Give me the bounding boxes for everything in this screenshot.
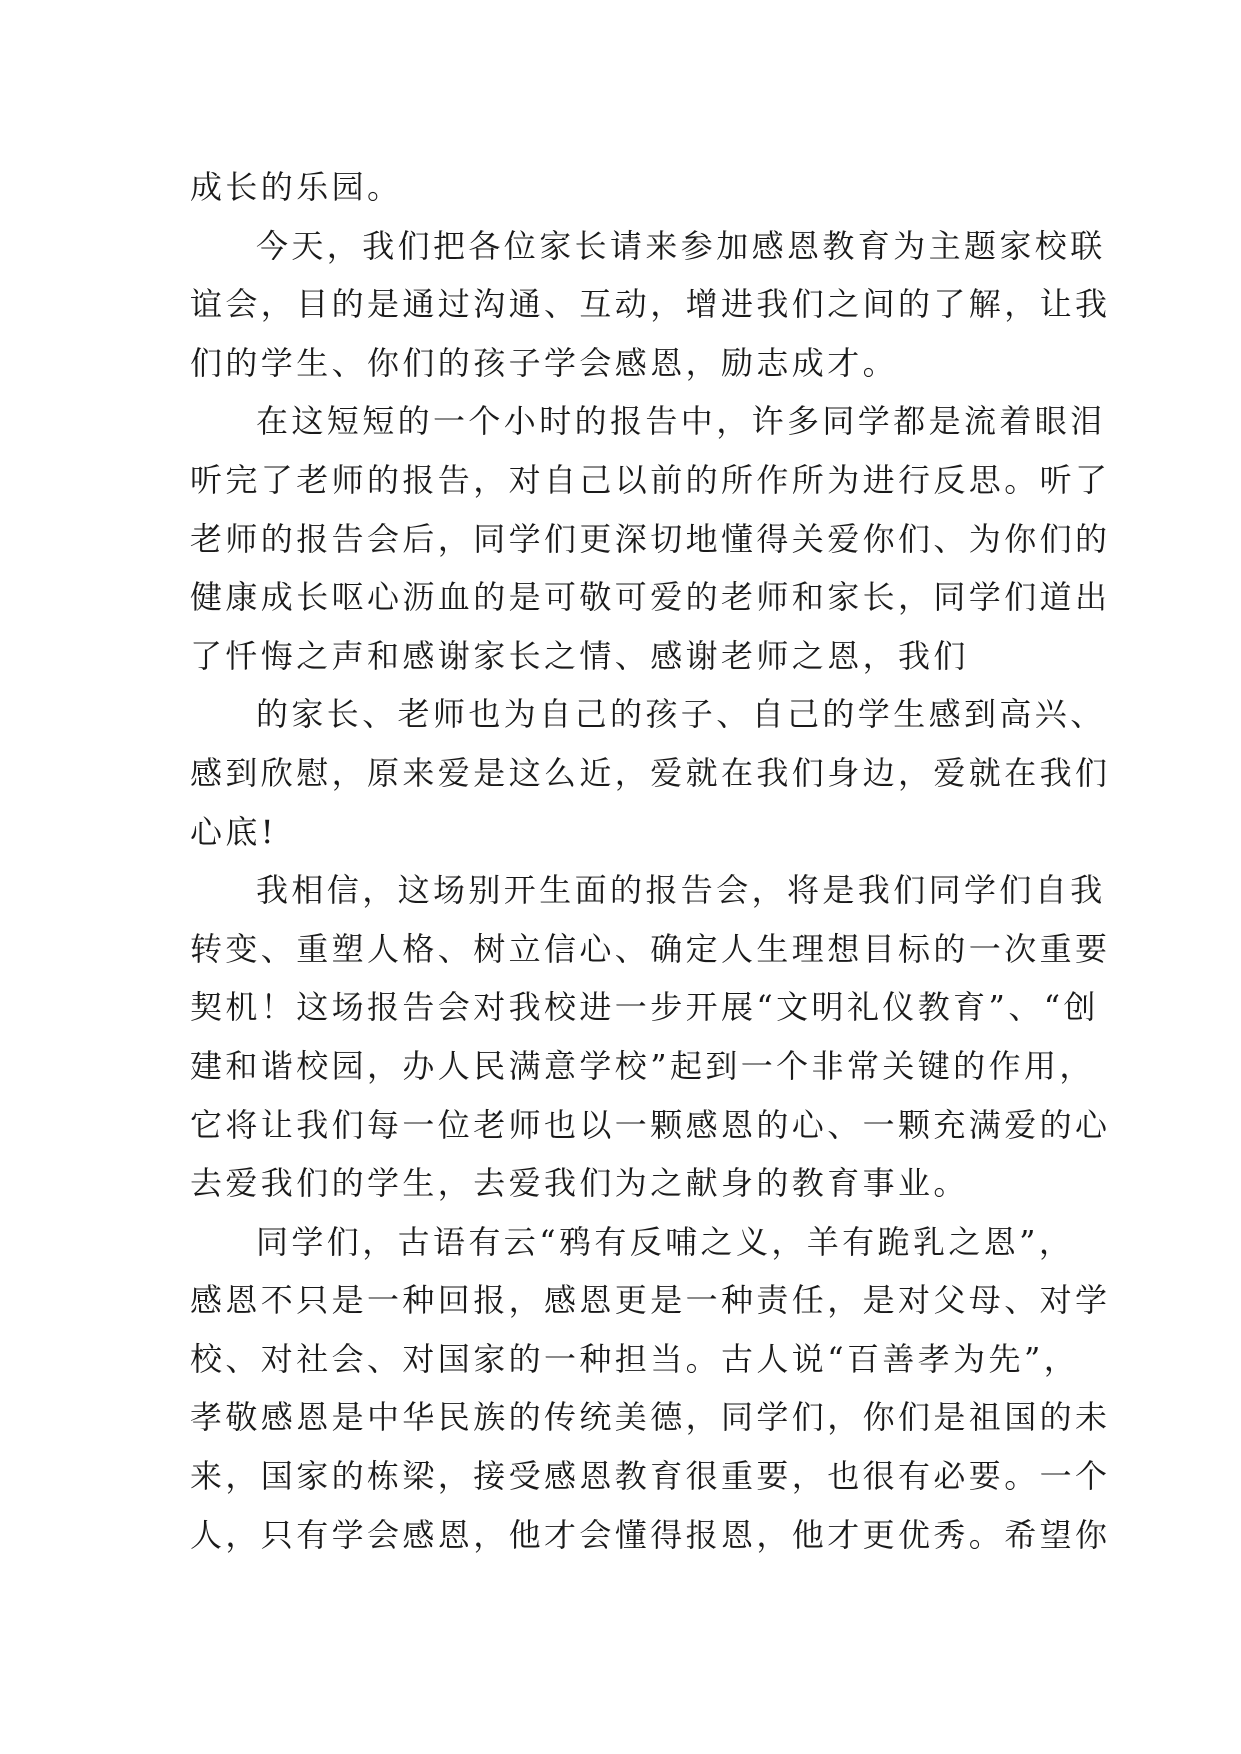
- text-line: 老师的报告会后，同学们更深切地懂得关爱你们、为你们的: [190, 519, 1111, 558]
- text-line: 契机！这场报告会对我校进一步开展“文明礼仪教育”、“创: [190, 988, 1099, 1027]
- text-line: 成长的乐园。: [190, 168, 403, 206]
- text-line: 同学们，古语有云“鸦有反哺之义，羊有跪乳之恩”，: [256, 1222, 1075, 1261]
- text-line: 孝敬感恩是中华民族的传统美德，同学们，你们是祖国的未: [190, 1398, 1111, 1437]
- text-line: 感恩不只是一种回报，感恩更是一种责任，是对父母、对学: [190, 1281, 1111, 1320]
- text-line: 谊会，目的是通过沟通、互动，增进我们之间的了解，让我: [190, 285, 1111, 324]
- text-line: 在这短短的一个小时的报告中，许多同学都是流着眼泪: [256, 402, 1106, 441]
- text-line: 听完了老师的报告，对自己以前的所作所为进行反思。听了: [190, 460, 1111, 499]
- text-line: 我相信，这场别开生面的报告会，将是我们同学们自我: [256, 871, 1106, 910]
- text-line: 感到欣慰，原来爱是这么近，爱就在我们身边，爱就在我们: [190, 753, 1111, 792]
- text-line: 心底!: [190, 812, 278, 851]
- text-line: 校、对社会、对国家的一种担当。古人说“百善孝为先”，: [190, 1339, 1080, 1378]
- text-line: 的家长、老师也为自己的孩子、自己的学生感到高兴、: [256, 695, 1106, 734]
- text-line: 来，国家的栋梁，接受感恩教育很重要，也很有必要。一个: [190, 1457, 1111, 1496]
- text-line: 们的学生、你们的孩子学会感恩，励志成才。: [190, 343, 899, 382]
- text-line: 健康成长呕心沥血的是可敬可爱的老师和家长，同学们道出: [190, 578, 1111, 617]
- text-line: 建和谐校园，办人民满意学校”起到一个非常关键的作用，: [190, 1046, 1095, 1085]
- text-line: 今天，我们把各位家长请来参加感恩教育为主题家校联: [256, 226, 1106, 265]
- text-line: 转变、重塑人格、树立信心、确定人生理想目标的一次重要: [190, 929, 1111, 968]
- text-line: 去爱我们的学生，去爱我们为之献身的教育事业。: [190, 1164, 969, 1203]
- text-line: 它将让我们每一位老师也以一颗感恩的心、一颗充满爱的心: [190, 1105, 1111, 1144]
- text-line: 了忏悔之声和感谢家长之情、感谢老师之恩，我们: [190, 636, 969, 675]
- text-line: 人，只有学会感恩，他才会懂得报恩，他才更优秀。希望你: [190, 1515, 1111, 1554]
- document-body-text: [190, 158, 1111, 1564]
